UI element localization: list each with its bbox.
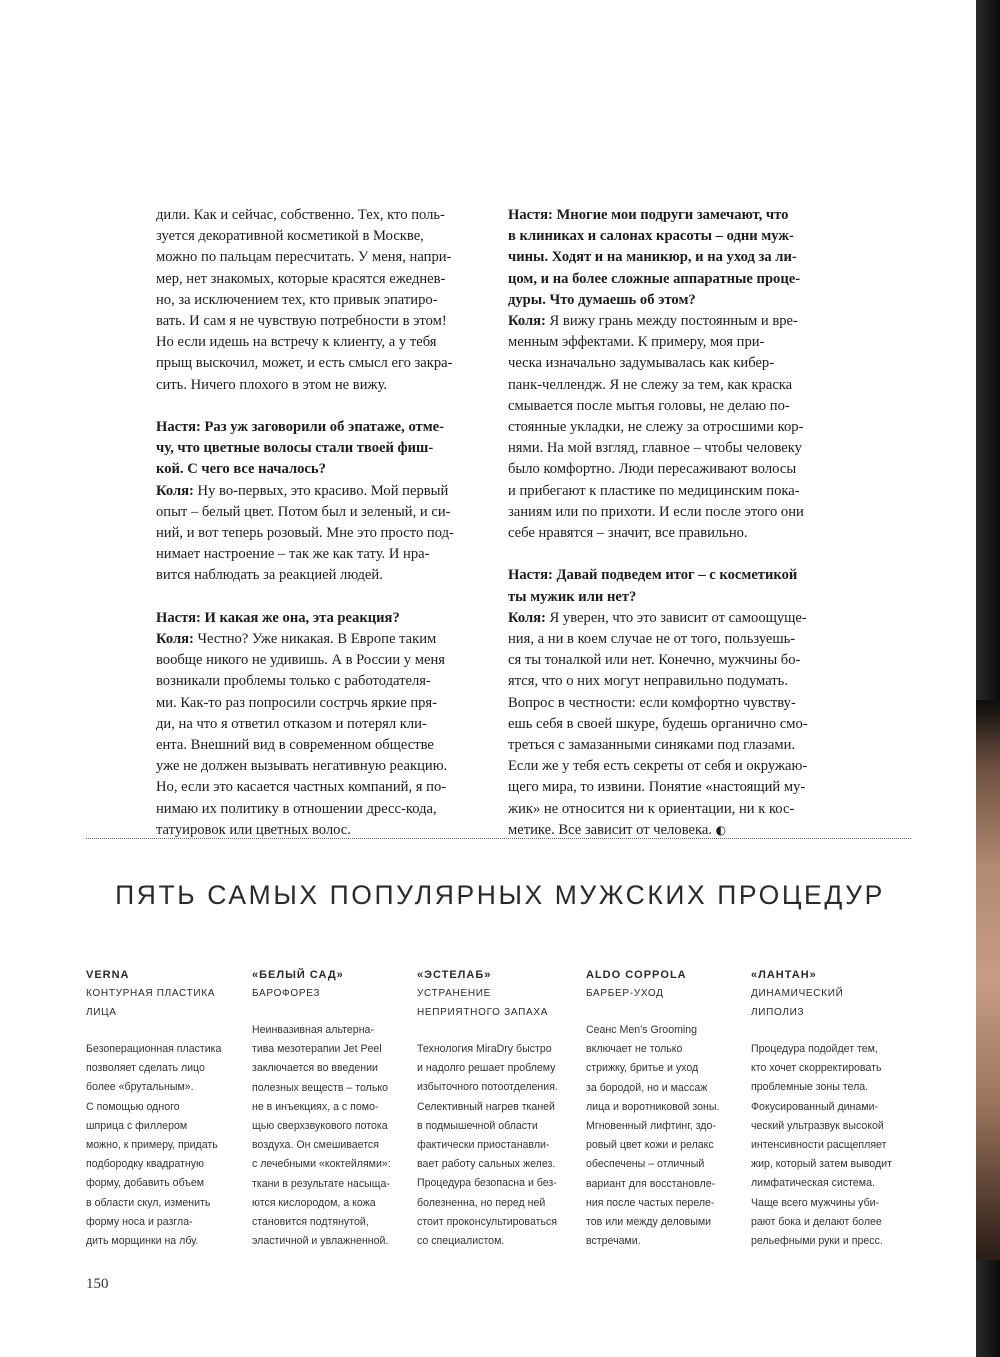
- bold-text: Настя: Раз уж заговорили об эпатаже, отме-: [156, 419, 445, 436]
- text-line: [156, 735, 481, 756]
- text-line: [156, 417, 481, 438]
- text-line: [508, 756, 833, 777]
- regular-text: Вопрос в честности: если комфортно чувству-: [508, 694, 796, 711]
- text-line: [156, 671, 481, 692]
- description-line: воздуха. Он смешивается: [252, 1139, 379, 1152]
- text-line: [156, 205, 481, 226]
- text-line: [156, 523, 481, 544]
- regular-text: метике. Все зависит от человека.: [508, 821, 716, 838]
- regular-text: заниям или по прихоти. И если после этого они: [508, 503, 804, 520]
- regular-text: ся ты тоналкой или нет. Конечно, мужчины бо-: [508, 652, 801, 669]
- procedure-brand: «БЕЛЫЙ САД»: [252, 969, 344, 981]
- procedure-subtitle: ЛИЦА: [86, 1007, 117, 1018]
- description-line: в подмышечной области: [417, 1119, 538, 1132]
- description-line: рельефными руки и пресс.: [751, 1235, 883, 1248]
- text-line: [156, 777, 481, 798]
- text-line: [508, 247, 833, 268]
- description-line: интенсивности расщепляет: [751, 1139, 887, 1152]
- description-line: Фокусированный динами-: [751, 1100, 879, 1113]
- regular-text: Я вижу грань между постоянным и вре-: [545, 313, 798, 330]
- description-line: С помощью одного: [86, 1100, 180, 1113]
- text-line: [508, 311, 833, 332]
- description-line: Безоперационная пластика: [86, 1043, 222, 1055]
- bold-text: в клиниках и салонах красоты – одни муж-: [508, 228, 794, 245]
- description-line: Сеанс Men’s Grooming: [586, 1024, 698, 1036]
- text-line: [156, 247, 481, 268]
- regular-text: прыщ выскочил, может, и есть смысл его закра-: [156, 355, 453, 372]
- bold-text: кой. С чего все началось?: [156, 461, 326, 478]
- bold-text: Коля:: [156, 482, 194, 499]
- description-line: жир, который затем выводит: [751, 1158, 892, 1171]
- description-line: ческий ультразвук высокой: [751, 1119, 884, 1132]
- description-line: тива мезотерапии Jet Peel: [252, 1043, 382, 1056]
- interview-column-right: [508, 205, 833, 862]
- regular-text: Честно? Уже никакая. В Европе таким: [193, 631, 437, 648]
- text-line: [508, 565, 833, 586]
- bold-text: Настя: Давай подведем итог – с косметикой: [508, 567, 798, 584]
- text-line: [508, 290, 833, 311]
- description-line: дить морщинки на лбу.: [86, 1235, 199, 1248]
- regular-text: мер, нет знакомых, которые красятся ежеднев-: [156, 270, 446, 287]
- text-line: [156, 438, 481, 459]
- text-line: [508, 396, 833, 417]
- description-line: позволяет сделать лицо: [86, 1062, 205, 1075]
- description-line: полезных веществ – только: [252, 1081, 388, 1094]
- text-line: [508, 269, 833, 290]
- description-line: вариант для восстановле-: [586, 1177, 716, 1190]
- procedure-description: [252, 1021, 417, 1251]
- text-line: [508, 459, 833, 480]
- regular-text: вать. И сам я не чувствую потребности в этом!: [156, 313, 447, 330]
- text-line: [508, 226, 833, 247]
- bold-text: Коля:: [508, 609, 546, 626]
- regular-text: опыт – белый цвет. Потом был и зеленый, и си-: [156, 503, 451, 520]
- procedure-brand: ALDO COPPOLA: [586, 969, 687, 981]
- bold-text: чины. Ходят и на маникюр, и на уход за ли-: [508, 249, 797, 266]
- regular-text: ятся, что о них могут неправильно подумать.: [508, 673, 788, 690]
- description-line: тов или между деловыми: [586, 1216, 712, 1229]
- text-line: [156, 650, 481, 671]
- regular-text: но, за исключением тех, кто привык эпатиро-: [156, 291, 438, 308]
- procedure-card: [86, 966, 251, 1251]
- description-line: рают бока и делают более: [751, 1215, 882, 1228]
- bold-text: Коля:: [508, 313, 546, 330]
- procedure-description: [751, 1040, 916, 1251]
- bold-text: ты мужик или нет?: [508, 588, 637, 605]
- text-line: [156, 375, 481, 396]
- text-line: [508, 650, 833, 671]
- regular-text: сить. Ничего плохого в этом не вижу.: [156, 376, 388, 393]
- section-title: ПЯТЬ САМЫХ ПОПУЛЯРНЫХ МУЖСКИХ ПРОЦЕДУР: [115, 880, 885, 910]
- description-line: шприца с филлером: [86, 1119, 188, 1132]
- text-line: [156, 290, 481, 311]
- regular-text: зуется декоративной косметикой в Москве,: [156, 228, 424, 245]
- procedure-description: [586, 1021, 751, 1251]
- description-line: с лечебными «коктейлями»:: [252, 1158, 391, 1171]
- description-line: в области скул, изменить: [86, 1196, 211, 1209]
- interview-paragraph: [156, 608, 481, 841]
- interview-column-left: [156, 205, 481, 862]
- text-line: [508, 438, 833, 459]
- description-line: фактически приостанавли-: [417, 1139, 550, 1152]
- text-line: [508, 608, 833, 629]
- regular-text: ческа изначально задумывалась как кибер-: [508, 355, 775, 372]
- text-line: [156, 693, 481, 714]
- description-line: со специалистом.: [417, 1235, 505, 1248]
- dotted-divider: [86, 838, 911, 839]
- regular-text: ешь себя в своей шкуре, будешь органично смо-: [508, 715, 808, 732]
- text-line: [508, 205, 833, 226]
- procedure-brand: «ЭСТЕЛАБ»: [417, 969, 492, 981]
- regular-text: Я уверен, что это зависит от самоощуще-: [545, 609, 807, 626]
- procedure-subtitle: ЛИПОЛИЗ: [751, 1007, 805, 1018]
- regular-text: вообще никого не удивишь. А в России у меня: [156, 652, 445, 669]
- description-line: Процедура подойдет тем,: [751, 1043, 878, 1055]
- description-line: ровый цвет кожи и релакс: [586, 1139, 714, 1152]
- description-line: Селективный нагрев тканей: [417, 1100, 555, 1113]
- procedure-description: [86, 1040, 251, 1251]
- text-line: [508, 714, 833, 735]
- text-line: [508, 332, 833, 353]
- description-line: ткани в результате насыща-: [252, 1177, 390, 1190]
- procedure-description: [417, 1040, 582, 1251]
- regular-text: нимаю их политику в отношении дресс-кода,: [156, 800, 437, 817]
- regular-text: менным эффектами. К примеру, моя при-: [508, 334, 765, 351]
- text-line: [156, 629, 481, 650]
- description-line: лимфатическая система.: [751, 1177, 875, 1190]
- description-line: эластичной и увлажненной.: [252, 1235, 389, 1248]
- description-line: лица и воротниковой зоны.: [586, 1100, 720, 1113]
- regular-text: татуировок или цветных волос.: [156, 821, 351, 838]
- procedure-brand: «ЛАНТАН»: [751, 969, 817, 981]
- text-line: [156, 459, 481, 480]
- regular-text: ента. Внешний вид в современном обществе: [156, 737, 434, 754]
- procedure-subtitle: НЕПРИЯТНОГО ЗАПАХА: [417, 1007, 549, 1018]
- description-line: щью сверхзвукового потока: [252, 1120, 388, 1133]
- text-line: [156, 714, 481, 735]
- text-line: [156, 269, 481, 290]
- text-line: [156, 799, 481, 820]
- procedure-brand: VERNA: [86, 969, 130, 981]
- bold-text: Настя: И какая же она, эта реакция?: [156, 609, 400, 626]
- regular-text: Ну во-первых, это красиво. Мой первый: [193, 482, 449, 499]
- description-line: форму носа и разгла-: [86, 1215, 193, 1228]
- text-line: [508, 353, 833, 374]
- regular-text: ми. Как-то раз попросили сострчь яркие пря-: [156, 694, 437, 711]
- bold-text: дуры. Что думаешь об этом?: [508, 291, 696, 308]
- bold-text: Коля:: [156, 631, 194, 648]
- description-line: ются кислородом, а кожа: [252, 1196, 376, 1209]
- description-line: за бородой, но и массаж: [586, 1081, 708, 1094]
- regular-text: ди, на что я ответил отказом и потерял кли-: [156, 715, 427, 732]
- regular-text: Но если идешь на встречу к клиенту, а у тебя: [156, 334, 437, 351]
- bold-text: чу, что цветные волосы стали твоей фиш-: [156, 440, 434, 457]
- regular-text: и прибегают к пластике по медицинским пока-: [508, 482, 800, 499]
- regular-text: было комфортно. Люди пересаживают волосы: [508, 461, 797, 478]
- text-line: [156, 565, 481, 586]
- procedure-card: [417, 966, 582, 1251]
- regular-text: стоянные укладки, не слежу за отросшими кор-: [508, 419, 804, 436]
- text-line: [508, 629, 833, 650]
- text-line: [508, 693, 833, 714]
- regular-text: Если же у тебя есть секреты от себя и окружаю-: [508, 758, 808, 775]
- page-number: 150: [86, 1276, 109, 1292]
- procedure-card: [252, 966, 417, 1251]
- text-line: [508, 799, 833, 820]
- text-line: [156, 332, 481, 353]
- bold-text: цом, и на более сложные аппаратные проце-: [508, 270, 801, 287]
- text-line: [508, 502, 833, 523]
- interview-paragraph: [508, 565, 833, 841]
- procedure-subtitle: ДИНАМИЧЕСКИЙ: [751, 988, 844, 999]
- description-line: форму, добавить объем: [86, 1177, 205, 1190]
- text-line: [508, 587, 833, 608]
- regular-text: ния, а ни в коем случае не от того, пользуешь-: [508, 631, 796, 648]
- procedure-card: [586, 966, 751, 1251]
- description-line: стрижку, бритье и уход: [586, 1062, 699, 1075]
- description-line: Технология MiraDry быстро: [417, 1043, 552, 1055]
- description-line: заключается во введении: [252, 1062, 378, 1075]
- text-line: [156, 544, 481, 565]
- text-line: [156, 502, 481, 523]
- description-line: обеспечены – отличный: [586, 1158, 705, 1171]
- text-line: [508, 375, 833, 396]
- text-line: [508, 523, 833, 544]
- regular-text: смывается после мытья головы, не делаю по-: [508, 397, 790, 414]
- regular-text: ний, и вот теперь розовый. Мне это просто под-: [156, 525, 454, 542]
- text-line: [156, 226, 481, 247]
- text-line: [156, 311, 481, 332]
- description-line: кто хочет скорректировать: [751, 1062, 882, 1075]
- text-line: [508, 777, 833, 798]
- bold-text: Настя: Многие мои подруги замечают, что: [508, 207, 789, 223]
- text-line: [508, 735, 833, 756]
- regular-text: треться с замазанными синяками под глазами.: [508, 737, 796, 754]
- regular-text: нями. На мой взгляд, главное – чтобы человеку: [508, 440, 802, 457]
- description-line: вает работу сальных желез.: [417, 1158, 556, 1171]
- description-line: становится подтянутой,: [252, 1216, 369, 1229]
- description-line: проблемные зоны тела.: [751, 1081, 869, 1094]
- regular-text: нимает настроение – так же как тату. И нра-: [156, 546, 430, 563]
- description-line: более «брутальным».: [86, 1081, 194, 1094]
- description-line: Чаще всего мужчины уби-: [751, 1196, 880, 1209]
- description-line: включает не только: [586, 1043, 683, 1056]
- regular-text: щего мира, то извини. Понятие «настоящий му-: [508, 779, 806, 796]
- regular-text: жик» не относится ни к ориентации, ни к кос-: [508, 800, 795, 817]
- text-line: [156, 756, 481, 777]
- procedure-subtitle: УСТРАНЕНИЕ: [417, 988, 491, 999]
- description-line: можно, к примеру, придать: [86, 1139, 218, 1152]
- description-line: избыточного потоотделения.: [417, 1081, 558, 1094]
- text-line: [156, 481, 481, 502]
- procedure-card: [751, 966, 916, 1251]
- regular-text: возникали проблемы только с работодателя-: [156, 673, 431, 690]
- regular-text: вится наблюдать за реакцией людей.: [156, 567, 383, 584]
- procedure-subtitle: КОНТУРНАЯ ПЛАСТИКА: [86, 988, 216, 999]
- description-line: болезненна, но перед ней: [417, 1196, 546, 1209]
- interview-paragraph: [156, 417, 481, 587]
- text-line: [156, 608, 481, 629]
- regular-text: дили. Как и сейчас, собственно. Тех, кто поль-: [156, 207, 445, 223]
- description-line: Неинвазивная альтерна-: [252, 1024, 374, 1036]
- description-line: ния после частых переле-: [586, 1196, 715, 1209]
- end-mark-icon: ◐: [715, 822, 727, 837]
- regular-text: панк-челлендж. Я не слежу за тем, как краска: [508, 376, 793, 393]
- interview-paragraph: [508, 205, 833, 544]
- text-line: [508, 481, 833, 502]
- procedure-subtitle: БАРБЕР-УХОД: [586, 988, 664, 999]
- procedure-subtitle: БАРОФОРЕЗ: [252, 988, 321, 999]
- interview-paragraph: [156, 205, 481, 396]
- description-line: не в инъекциях, а с помо-: [252, 1100, 379, 1113]
- regular-text: Но, если это касается частных компаний, я по-: [156, 779, 447, 796]
- regular-text: можно по пальцам пересчитать. У меня, напри-: [156, 249, 452, 266]
- photo-edge: [976, 700, 1000, 1260]
- description-line: Мгновенный лифтинг, здо-: [586, 1120, 716, 1133]
- text-line: [156, 353, 481, 374]
- text-line: [508, 417, 833, 438]
- regular-text: себе нравятся – значит, все правильно.: [508, 525, 748, 542]
- description-line: и надолго решает проблему: [417, 1062, 556, 1075]
- description-line: стоит проконсультироваться: [417, 1215, 558, 1228]
- description-line: подбородку квадратную: [86, 1158, 204, 1171]
- description-line: Процедура безопасна и без-: [417, 1177, 557, 1190]
- regular-text: уже не должен вызывать негативную реакцию.: [156, 758, 448, 775]
- description-line: встречами.: [586, 1235, 641, 1248]
- text-line: [508, 671, 833, 692]
